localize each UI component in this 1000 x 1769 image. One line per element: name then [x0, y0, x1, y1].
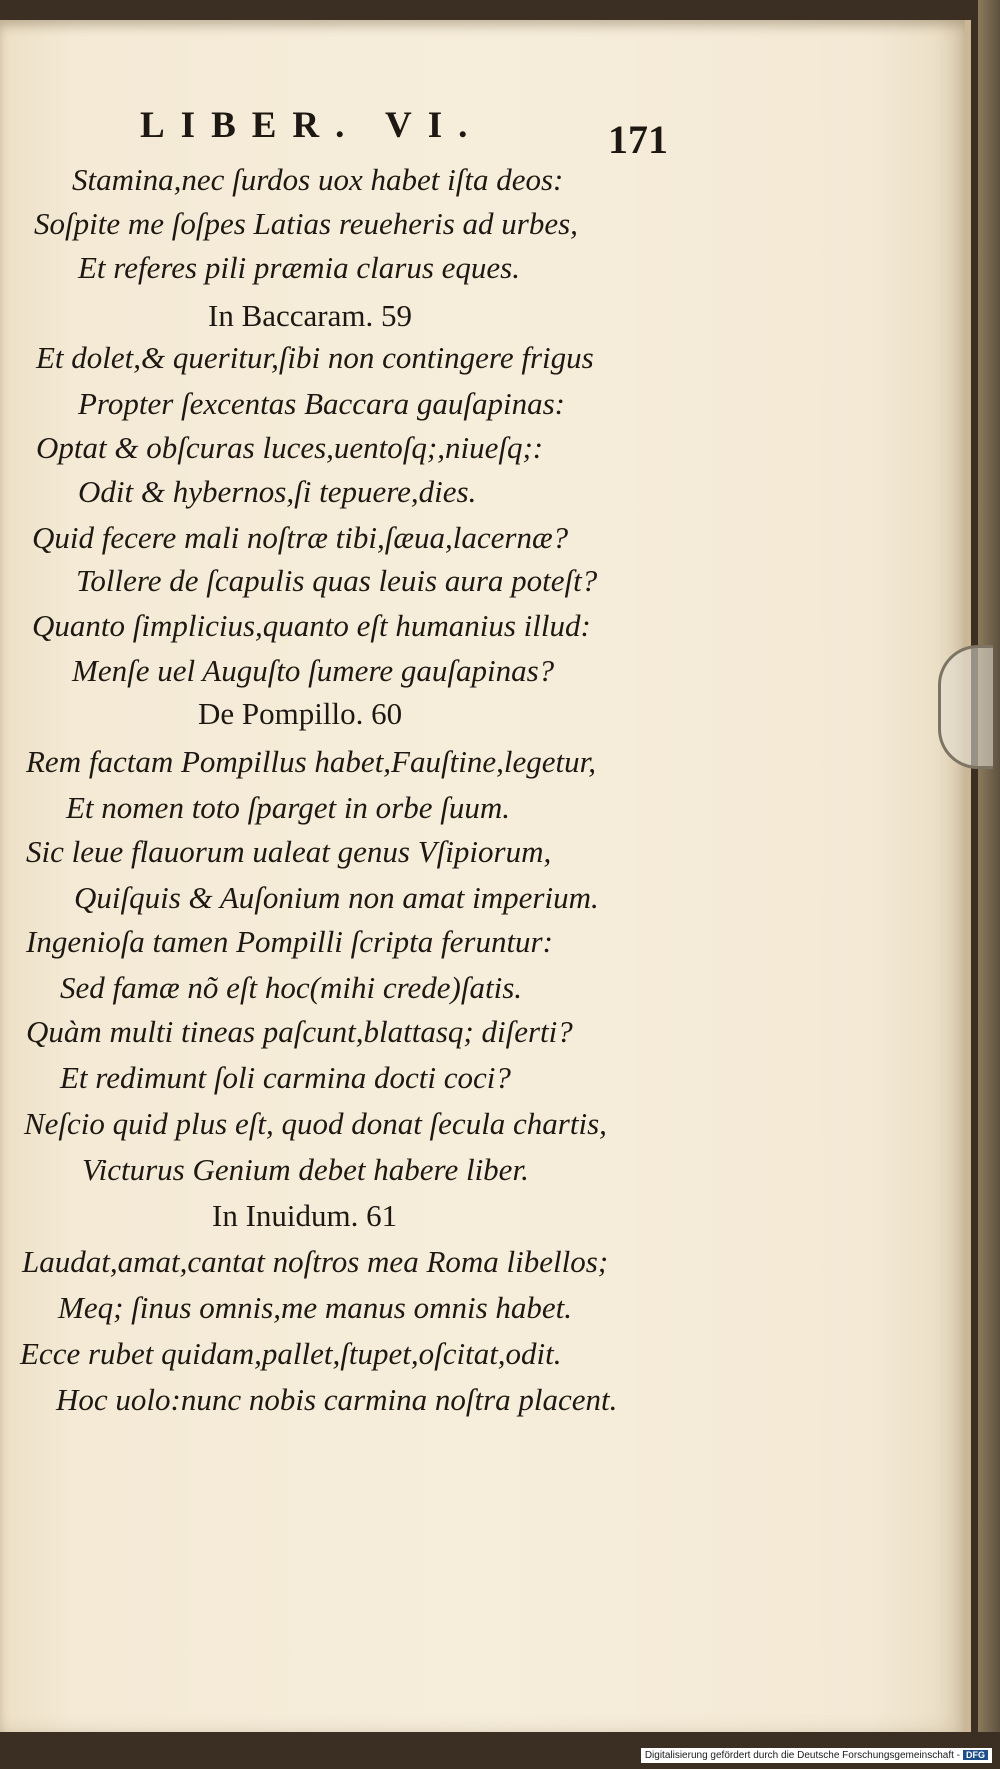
verse-line: Soſpite me ſoſpes Latias reueheris ad urbes,: [34, 206, 578, 241]
verse-line: Propter ſexcentas Baccara gauſapinas:: [78, 386, 565, 421]
verse-line: Ingenioſa tamen Pompilli ſcripta feruntur:: [26, 924, 553, 959]
verse-line: Sic leue flauorum ualeat genus Vſipiorum,: [26, 834, 552, 869]
verse-line: Quanto ſimplicius,quanto eſt humanius illud:: [32, 608, 591, 643]
verse-line: Stamina,nec ſurdos uox habet iſta deos:: [72, 162, 564, 197]
verse-line: Laudat,amat,cantat noſtros mea Roma libellos;: [22, 1244, 609, 1279]
verse-line: Et referes pili præmia clarus eques.: [78, 250, 520, 285]
poem-heading: In Inuidum. 61: [212, 1198, 398, 1233]
dfg-logo: DFG: [963, 1750, 988, 1760]
running-head: LIBER. VI.: [140, 105, 484, 146]
poem-heading: De Pompillo. 60: [198, 696, 403, 731]
verse-line: Et nomen toto ſparget in orbe ſuum.: [66, 790, 511, 825]
verse-line: Ecce rubet quidam,pallet,ſtupet,oſcitat,odit.: [20, 1336, 562, 1371]
page-edge-shadow: [978, 0, 1000, 1732]
digitization-credit: [641, 1748, 992, 1763]
credit-text: Digitalisierung gefördert durch die Deutsche Forschungsgemeinschaft -: [644, 1750, 960, 1761]
verse-line: Optat & obſcuras luces,uentoſq;,niueſq;:: [36, 430, 544, 465]
verse-line: Quid fecere mali noſtræ tibi,ſæua,lacernæ?: [32, 520, 569, 555]
verse-line: Sed famæ nõ eſt hoc(mihi crede)ſatis.: [60, 970, 523, 1005]
verse-line: Et redimunt ſoli carmina docti coci?: [60, 1060, 511, 1095]
poem-heading: In Baccaram. 59: [208, 298, 412, 333]
verse-line: Rem factam Pompillus habet,Fauſtine,legetur,: [26, 744, 596, 779]
verse-line: Victurus Genium debet habere liber.: [82, 1152, 529, 1187]
verse-line: Meq; ſinus omnis,me manus omnis habet.: [58, 1290, 573, 1325]
verse-line: Et dolet,& queritur,ſibi non contingere frigus: [36, 340, 594, 375]
verse-line: Hoc uolo:nunc nobis carmina noſtra placent.: [56, 1382, 618, 1417]
verse-line: Quàm multi tineas paſcunt,blattasq; diſerti?: [26, 1014, 573, 1049]
verse-line: Tollere de ſcapulis quas leuis aura poteſt?: [76, 563, 598, 598]
verse-line: Neſcio quid plus eſt, quod donat ſecula chartis,: [24, 1106, 607, 1141]
verse-line: Odit & hybernos,ſi tepuere,dies.: [78, 474, 477, 509]
page-number: 171: [608, 117, 668, 162]
verse-line: Quiſquis & Auſonium non amat imperium.: [74, 880, 599, 915]
verse-line: Menſe uel Auguſto ſumere gauſapinas?: [72, 653, 555, 688]
